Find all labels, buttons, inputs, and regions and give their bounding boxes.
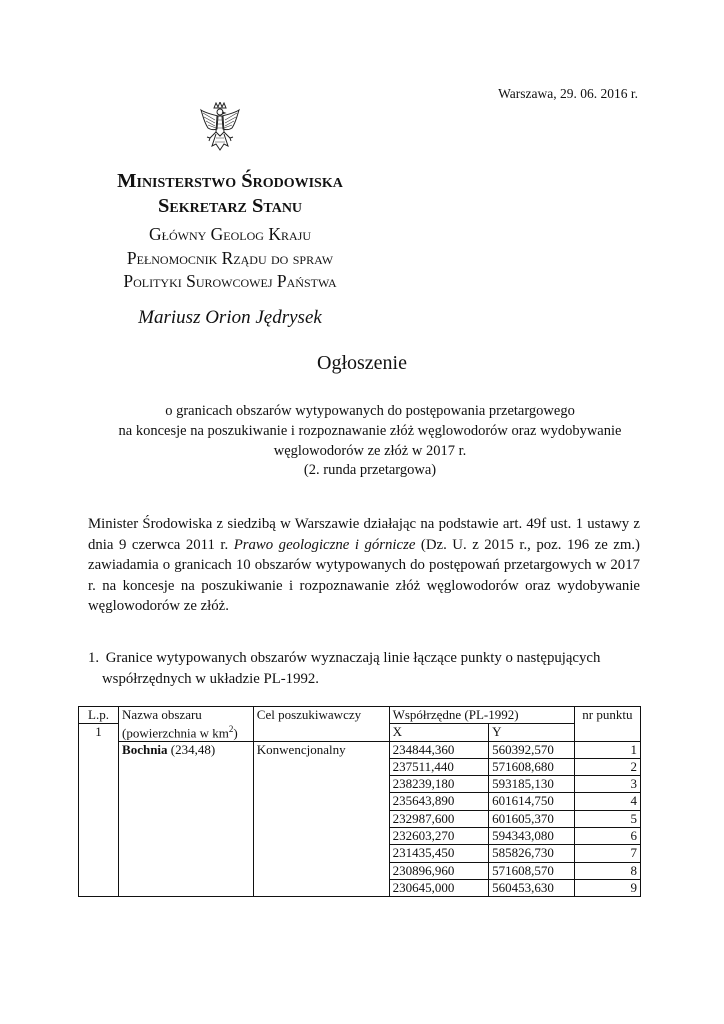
cell-point-number: 8: [574, 862, 640, 879]
cell-x: 232987,600: [389, 810, 489, 827]
point-1-text1: Granice wytypowanych obszarów wyznaczają linie łączące punkty o następujących: [105, 650, 601, 666]
subtitle-line: o granicach obszarów wytypowanych do postępowania przetargowego: [165, 403, 575, 419]
header-area-name: [119, 707, 254, 742]
cell-y: 601614,750: [489, 793, 575, 810]
cell-x: 231435,450: [389, 845, 489, 862]
cell-point-number: 4: [574, 793, 640, 810]
cell-point-number: 9: [574, 879, 640, 896]
cell-x: 230645,000: [389, 879, 489, 896]
cell-x: 232603,270: [389, 828, 489, 845]
announcement-subtitle: [80, 402, 660, 481]
point-1: [88, 648, 640, 689]
law-title: Prawo geologiczne i górnicze: [233, 536, 416, 553]
header-coordinates: Współrzędne (PL-1992): [389, 707, 574, 724]
position-title-2: Główny Geolog Kraju: [149, 224, 311, 244]
cell-x: 234844,360: [389, 741, 489, 758]
announcement-title: Ogłoszenie: [317, 352, 407, 374]
body-text-part1: Minister Środowiska z siedzibą w Warszawie działając na podstawie art. 49f ust. 1 ustawy z dnia 9 czerwca 2011 r.: [88, 516, 640, 553]
cell-point-number: 1: [574, 741, 640, 758]
cell-y: 571608,680: [489, 758, 575, 775]
cell-y: 560392,570: [489, 741, 575, 758]
header-area-unit-sup: 2: [228, 724, 234, 734]
cell-point-number: 2: [574, 758, 640, 775]
header-x: X: [389, 724, 489, 741]
table-row: [79, 741, 641, 758]
coordinates-table: [78, 706, 641, 897]
header-y: Y: [489, 724, 575, 741]
header-area-name-line2: [122, 722, 250, 740]
cell-y: 594343,080: [489, 828, 575, 845]
table-header-row: [79, 707, 641, 724]
subtitle-line: węglowodorów ze złóż w 2017 r.: [273, 442, 467, 459]
cell-x: 237511,440: [389, 758, 489, 775]
cell-purpose: Konwencjonalny: [253, 741, 389, 897]
cell-area-name: [119, 741, 254, 897]
area-name: Bochnia: [122, 741, 168, 757]
cell-y: 601605,370: [489, 810, 575, 827]
official-name: Mariusz Orion Jędrysek: [138, 307, 322, 328]
position-title-3: Pełnomocnik Rządu do spraw: [126, 248, 334, 268]
cell-point-number: 6: [574, 828, 640, 845]
cell-x: 235643,890: [389, 793, 489, 810]
subtitle-line: na koncesje na poszukiwanie i rozpoznawanie złóż węglowodorów oraz wydobywanie: [118, 422, 622, 439]
cell-lp: 1: [79, 724, 119, 897]
position-title-4: Polityki Surowcowej Państwa: [123, 271, 337, 291]
polish-eagle-icon: [200, 102, 240, 156]
header-purpose: Cel poszukiwawczy: [253, 707, 389, 742]
ministry-name: Ministerstwo Środowiska: [117, 170, 343, 192]
cell-y: 593185,130: [489, 776, 575, 793]
header-lp: L.p.: [79, 707, 119, 724]
area-size: (234,48): [167, 741, 216, 757]
cell-y: 560453,630: [489, 879, 575, 896]
document-date: Warszawa, 29. 06. 2016 r.: [498, 86, 638, 101]
cell-point-number: 7: [574, 845, 640, 862]
header-area-unit: (powierzchnia w km: [122, 725, 229, 741]
cell-x: 230896,960: [389, 862, 489, 879]
subtitle-line: (2. runda przetargowa): [303, 462, 437, 479]
position-title: Sekretarz Stanu: [157, 195, 303, 217]
cell-point-number: 3: [574, 776, 640, 793]
point-1-text2: współrzędnych w układzie PL-1992.: [102, 670, 319, 687]
body-text-part2: (Dz. U. z 2015 r., poz. 196 ze zm.) zawiadamia o granicach 10 obszarów wytypowanych do postępowań przetargowych w 2017 r. na koncesje na poszukiwanie i rozpoznawanie złóż węglowodorów oraz wydobywanie węglowodorów ze złóż.: [88, 536, 640, 615]
cell-x: 238239,180: [389, 776, 489, 793]
header-area-name-line1: Nazwa obszaru: [122, 707, 202, 722]
cell-y: 585826,730: [489, 845, 575, 862]
header-point-number: nr punktu: [574, 707, 640, 742]
header-area-unit-close: ): [233, 725, 238, 741]
point-1-line1: [88, 648, 640, 669]
body-paragraph: [88, 514, 640, 617]
cell-y: 571608,570: [489, 862, 575, 879]
point-number: 1.: [88, 650, 100, 666]
cell-point-number: 5: [574, 810, 640, 827]
